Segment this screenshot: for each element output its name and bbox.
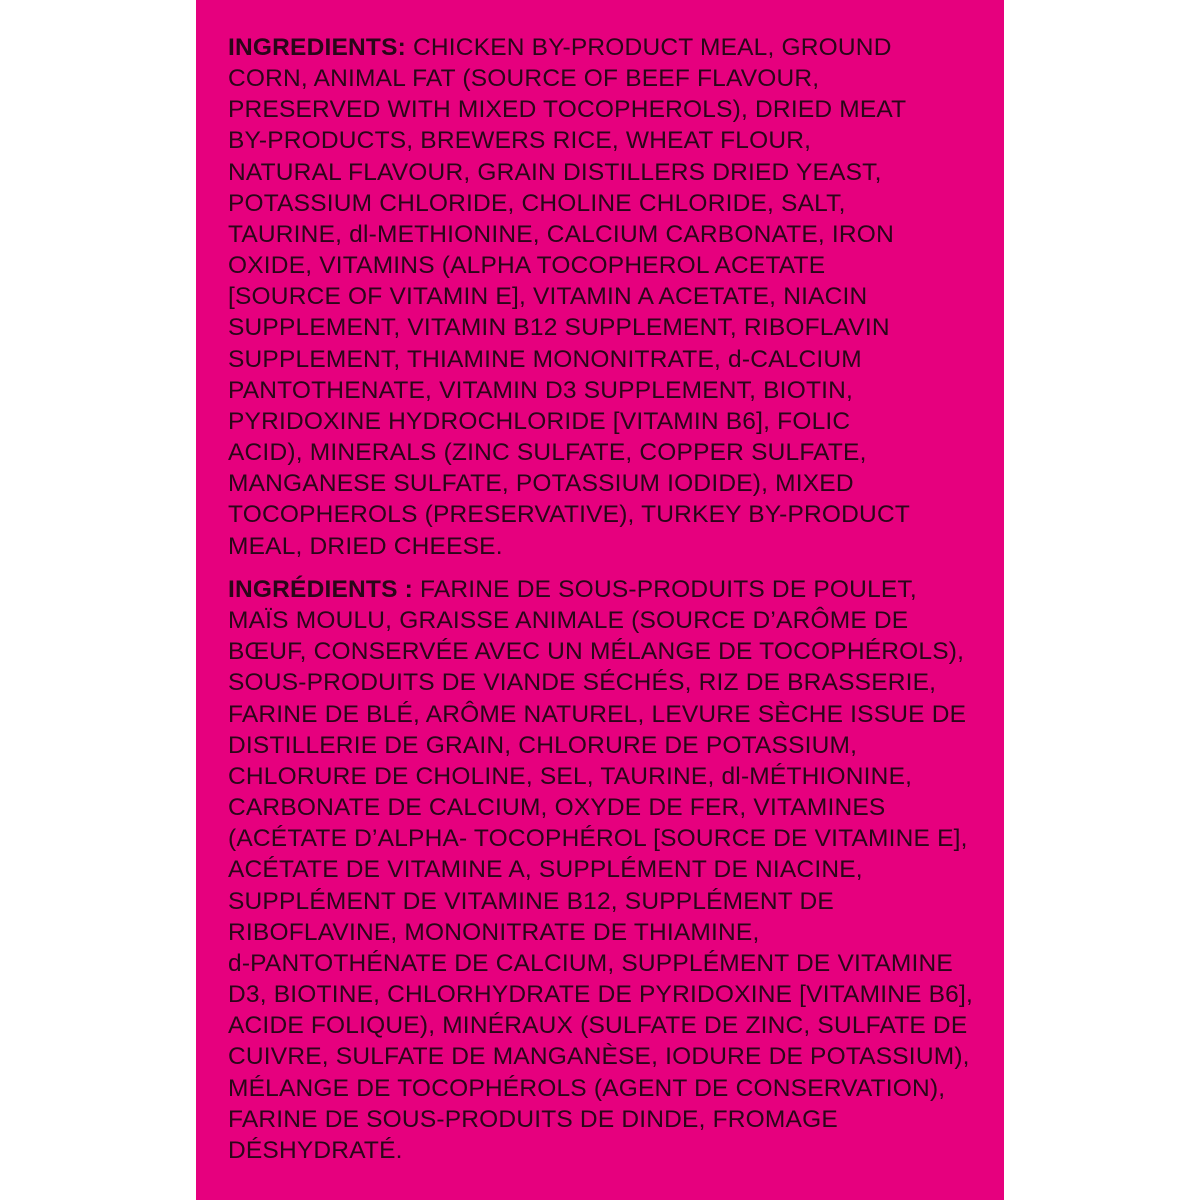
ingredients-english-heading: INGREDIENTS: — [228, 34, 406, 61]
ingredients-english-line: MANGANESE SULFATE, POTASSIUM IODIDE), MIXED — [228, 470, 854, 498]
ingredients-french-line: FARINE DE BLÉ, ARÔME NATUREL, LEVURE SÈCHE ISSUE DE — [228, 700, 967, 728]
ingredients-french-line: CARBONATE DE CALCIUM, OXYDE DE FER, VITAMINES — [228, 794, 886, 822]
ingredients-french-line: MAÏS MOULU, GRAISSE ANIMALE (SOURCE D’ARÔME DE — [228, 607, 909, 635]
ingredients-english-text: CHICKEN BY-PRODUCT MEAL, GROUND — [406, 34, 892, 61]
ingredients-french-line — [228, 574, 998, 605]
ingredients-french-text: FARINE DE SOUS-PRODUITS DE POULET, — [413, 576, 917, 603]
ingredients-english-line: PYRIDOXINE HYDROCHLORIDE [VITAMIN B6], FOLIC — [228, 407, 851, 435]
ingredients-french-line: (ACÉTATE D’ALPHA- TOCOPHÉROL [SOURCE DE VITAMINE E], — [228, 825, 968, 853]
ingredients-english-line: SUPPLEMENT, VITAMIN B12 SUPPLEMENT, RIBOFLAVIN — [228, 314, 890, 342]
ingredients-french-line: ACÉTATE DE VITAMINE A, SUPPLÉMENT DE NIACINE, — [228, 856, 863, 884]
ingredients-english-line: OXIDE, VITAMINS (ALPHA TOCOPHEROL ACETATE — [228, 252, 826, 280]
ingredients-french-line: CHLORURE DE CHOLINE, SEL, TAURINE, dl-MÉTHIONINE, — [228, 762, 913, 790]
ingredients-english-line: TAURINE, dl-METHIONINE, CALCIUM CARBONATE, IRON — [228, 220, 894, 248]
ingredients-french-line: SUPPLÉMENT DE VITAMINE B12, SUPPLÉMENT DE — [228, 887, 834, 915]
ingredients-english-line — [228, 32, 998, 63]
ingredients-english-line: MEAL, DRIED CHEESE. — [228, 532, 503, 560]
ingredients-french-line: D3, BIOTINE, CHLORHYDRATE DE PYRIDOXINE [VITAMINE B6], — [228, 981, 974, 1009]
ingredients-english-line: ACID), MINERALS (ZINC SULFATE, COPPER SULFATE, — [228, 439, 867, 467]
ingredients-english-line: SUPPLEMENT, THIAMINE MONONITRATE, d-CALCIUM — [228, 345, 862, 373]
ingredients-french-line: MÉLANGE DE TOCOPHÉROLS (AGENT DE CONSERVATION), — [228, 1074, 946, 1102]
ingredients-english-line: PRESERVED WITH MIXED TOCOPHEROLS), DRIED MEAT — [228, 96, 907, 124]
ingredients-english-line: [SOURCE OF VITAMIN E], VITAMIN A ACETATE, NIACIN — [228, 283, 868, 311]
ingredient-label-panel — [196, 0, 1004, 1200]
ingredients-english-line: TOCOPHEROLS (PRESERVATIVE), TURKEY BY-PRODUCT — [228, 501, 910, 529]
ingredients-english-line: POTASSIUM CHLORIDE, CHOLINE CHLORIDE, SALT, — [228, 189, 846, 217]
ingredients-french-line: DISTILLERIE DE GRAIN, CHLORURE DE POTASSIUM, — [228, 731, 858, 759]
ingredients-french-line: d-PANTOTHÉNATE DE CALCIUM, SUPPLÉMENT DE VITAMINE — [228, 949, 953, 977]
ingredients-french-line: DÉSHYDRATÉ. — [228, 1136, 403, 1164]
ingredients-english-line: CORN, ANIMAL FAT (SOURCE OF BEEF FLAVOUR, — [228, 65, 820, 93]
ingredients-french-heading: INGRÉDIENTS : — [228, 576, 413, 603]
ingredients-french-line: SOUS-PRODUITS DE VIANDE SÉCHÉS, RIZ DE BRASSERIE, — [228, 669, 937, 697]
ingredients-french-line: BŒUF, CONSERVÉE AVEC UN MÉLANGE DE TOCOPHÉROLS), — [228, 638, 965, 666]
ingredients-english — [228, 32, 998, 562]
ingredients-french-line: ACIDE FOLIQUE), MINÉRAUX (SULFATE DE ZINC, SULFATE DE — [228, 1012, 968, 1040]
ingredients-english-line: PANTOTHENATE, VITAMIN D3 SUPPLEMENT, BIOTIN, — [228, 376, 854, 404]
ingredients-french-line: FARINE DE SOUS-PRODUITS DE DINDE, FROMAGE — [228, 1105, 838, 1133]
ingredients-english-line: BY-PRODUCTS, BREWERS RICE, WHEAT FLOUR, — [228, 127, 812, 155]
ingredients-english-line: NATURAL FLAVOUR, GRAIN DISTILLERS DRIED YEAST, — [228, 158, 882, 186]
ingredients-french-line: RIBOFLAVINE, MONONITRATE DE THIAMINE, — [228, 918, 760, 946]
ingredients-french — [228, 574, 998, 1166]
ingredients-french-line: CUIVRE, SULFATE DE MANGANÈSE, IODURE DE POTASSIUM), — [228, 1043, 970, 1071]
